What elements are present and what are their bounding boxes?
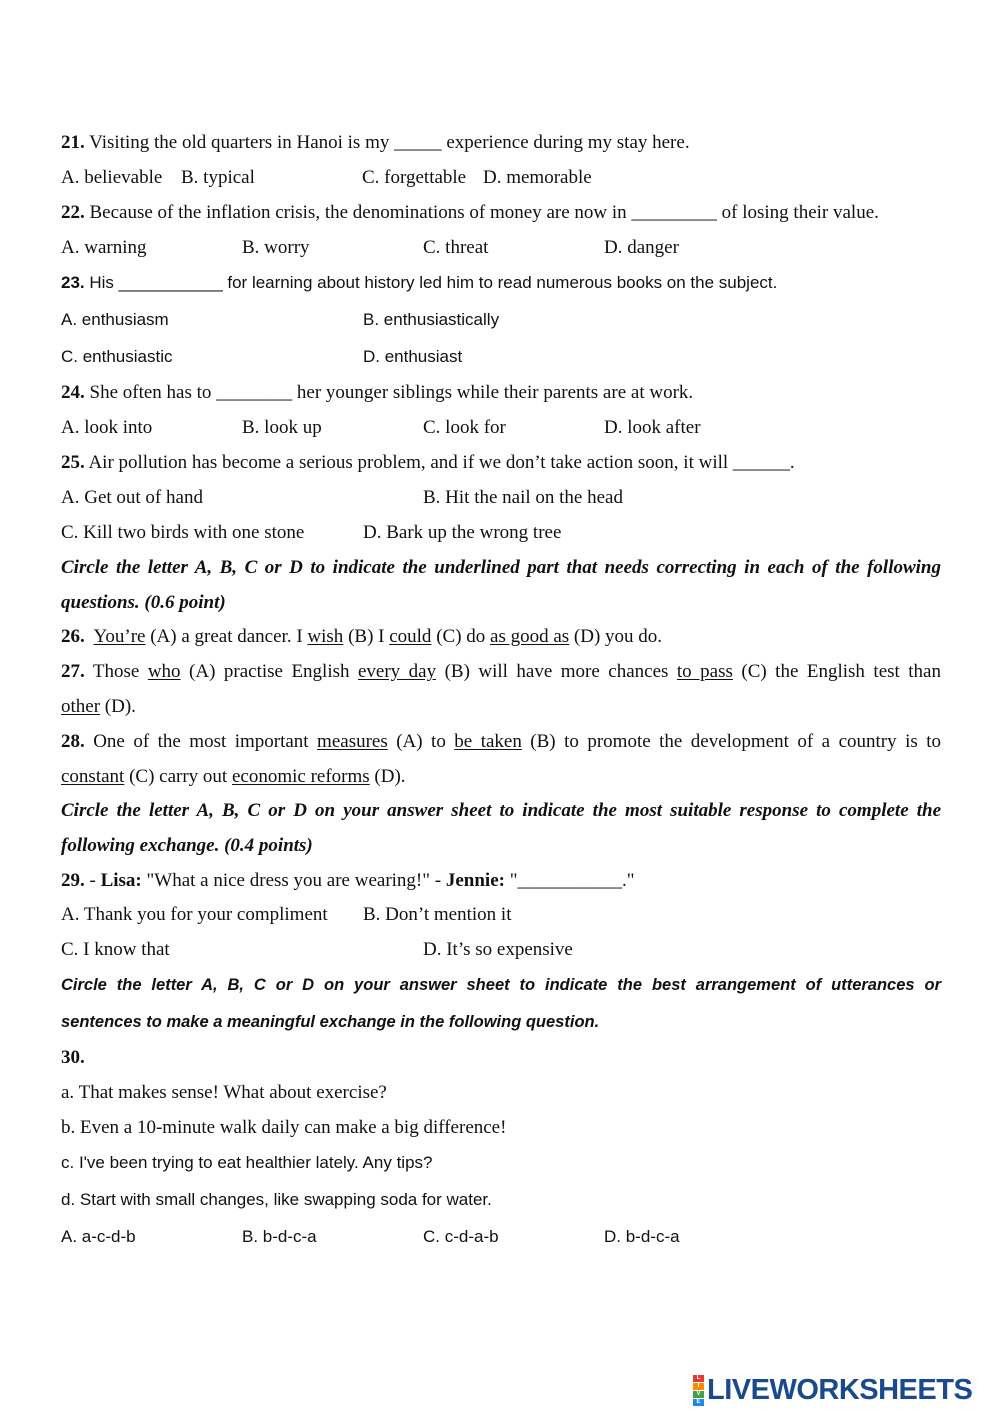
instruction-error-identification: Circle the letter A, B, C or D to indicate the underlined part that needs correcting in each of the following bbox=[61, 557, 941, 578]
question-number: 21. bbox=[61, 132, 85, 153]
option-b[interactable]: B. worry bbox=[242, 237, 310, 258]
speaker-lisa: Lisa: bbox=[100, 870, 142, 891]
question-text: (A) to bbox=[387, 731, 455, 752]
option-d[interactable]: D. Bark up the wrong tree bbox=[363, 522, 562, 543]
utterance-d: d. Start with small changes, like swapping soda for water. bbox=[61, 1190, 492, 1209]
underlined-part-c[interactable]: could bbox=[389, 626, 432, 647]
instruction-response-cont: following exchange. (0.4 points) bbox=[61, 835, 313, 856]
question-text: (C) carry out bbox=[124, 766, 232, 787]
option-b[interactable]: B. Hit the nail on the head bbox=[423, 487, 623, 508]
option-c[interactable]: C. c-d-a-b bbox=[423, 1227, 499, 1246]
question-25 bbox=[61, 451, 941, 475]
question-text: (B) to promote the development of a country is to bbox=[521, 731, 941, 752]
option-b[interactable]: B. b-d-c-a bbox=[242, 1227, 317, 1246]
utterance-c: c. I've been trying to eat healthier lately. Any tips? bbox=[61, 1153, 433, 1172]
question-text: Because of the inflation crisis, the denominations of money are now in _________ of losing their value. bbox=[89, 202, 879, 223]
instruction-arrangement-cont: sentences to make a meaningful exchange in the following question. bbox=[61, 1013, 600, 1031]
option-a[interactable]: A. Get out of hand bbox=[61, 487, 203, 508]
question-text: Those bbox=[84, 661, 148, 682]
question-26 bbox=[61, 625, 941, 649]
option-c[interactable]: C. look for bbox=[423, 417, 506, 438]
underlined-part-b[interactable]: wish bbox=[307, 626, 344, 647]
question-28-cont bbox=[61, 765, 941, 789]
question-text: (A) a great dancer. I bbox=[145, 626, 308, 647]
option-b[interactable]: B. enthusiastically bbox=[363, 310, 500, 329]
question-27 bbox=[61, 660, 941, 684]
question-number: 26. bbox=[61, 626, 85, 647]
option-c[interactable]: C. enthusiastic bbox=[61, 347, 173, 366]
question-text: (C) do bbox=[431, 626, 491, 647]
question-29 bbox=[61, 869, 941, 893]
underlined-part-c[interactable]: constant bbox=[61, 766, 125, 787]
question-text: "___________." bbox=[504, 870, 635, 891]
question-text: (B) will have more chances bbox=[436, 661, 677, 682]
option-b[interactable]: B. Don’t mention it bbox=[363, 904, 512, 925]
underlined-part-a[interactable]: You’re bbox=[93, 626, 146, 647]
question-text: (A) practise English bbox=[180, 661, 358, 682]
option-d[interactable]: D. b-d-c-a bbox=[604, 1227, 680, 1246]
underlined-part-d[interactable]: as good as bbox=[490, 626, 570, 647]
question-21 bbox=[61, 131, 941, 155]
option-d[interactable]: D. look after bbox=[604, 417, 701, 438]
option-a[interactable]: A. believable bbox=[61, 167, 163, 188]
logo-icon-letter: L bbox=[693, 1375, 704, 1382]
question-text: (D). bbox=[100, 696, 136, 717]
underlined-part-b[interactable]: be taken bbox=[454, 731, 522, 752]
underlined-part-c[interactable]: to pass bbox=[676, 661, 733, 682]
question-30 bbox=[61, 1046, 941, 1070]
liveworksheets-logo bbox=[693, 1374, 972, 1406]
instruction-error-identification-cont: questions. (0.6 point) bbox=[61, 592, 226, 613]
instruction-response: Circle the letter A, B, C or D on your answer sheet to indicate the most suitable response to complete the bbox=[61, 800, 941, 821]
underlined-part-b[interactable]: every day bbox=[357, 661, 437, 682]
question-text: Visiting the old quarters in Hanoi is my _____ experience during my stay here. bbox=[89, 132, 690, 153]
question-27-cont bbox=[61, 695, 941, 719]
question-number: 30. bbox=[61, 1047, 85, 1068]
option-c[interactable]: C. Kill two birds with one stone bbox=[61, 522, 305, 543]
option-a[interactable]: A. enthusiasm bbox=[61, 310, 169, 329]
option-c[interactable]: C. threat bbox=[423, 237, 489, 258]
question-28 bbox=[61, 730, 941, 754]
question-text: "What a nice dress you are wearing!" - bbox=[141, 870, 446, 891]
question-number: 29. bbox=[61, 870, 85, 891]
option-d[interactable]: D. It’s so expensive bbox=[423, 939, 573, 960]
option-b[interactable]: B. look up bbox=[242, 417, 322, 438]
question-number: 25. bbox=[61, 452, 85, 473]
question-text: - bbox=[84, 870, 101, 891]
option-c[interactable]: C. forgettable bbox=[362, 167, 467, 188]
underlined-part-a[interactable]: measures bbox=[317, 731, 388, 752]
speaker-jennie: Jennie: bbox=[445, 870, 505, 891]
question-text: (D) you do. bbox=[569, 626, 663, 647]
question-number: 27. bbox=[61, 661, 85, 682]
question-number: 22. bbox=[61, 202, 85, 223]
question-number: 23. bbox=[61, 273, 85, 292]
question-number: 24. bbox=[61, 382, 85, 403]
option-d[interactable]: D. enthusiast bbox=[363, 347, 463, 366]
option-d[interactable]: D. memorable bbox=[483, 167, 592, 188]
option-a[interactable]: A. look into bbox=[61, 417, 153, 438]
option-c[interactable]: C. I know that bbox=[61, 939, 170, 960]
option-a[interactable]: A. Thank you for your compliment bbox=[61, 904, 328, 925]
question-23 bbox=[61, 271, 941, 295]
underlined-part-d[interactable]: economic reforms bbox=[231, 766, 370, 787]
option-a[interactable]: A. a-c-d-b bbox=[61, 1227, 136, 1246]
option-b[interactable]: B. typical bbox=[181, 167, 255, 188]
instruction-arrangement: Circle the letter A, B, C or D on your answer sheet to indicate the best arrangement of utterances or bbox=[61, 976, 941, 994]
utterance-b: b. Even a 10-minute walk daily can make a big difference! bbox=[61, 1117, 507, 1138]
liveworksheets-logo-icon bbox=[693, 1375, 704, 1406]
question-number: 28. bbox=[61, 731, 85, 752]
liveworksheets-logo-text: LIVEWORKSHEETS bbox=[707, 1374, 973, 1406]
logo-icon-letter: V bbox=[693, 1391, 704, 1398]
question-text: Air pollution has become a serious problem, and if we don’t take action soon, it will ______. bbox=[88, 452, 795, 473]
question-24 bbox=[61, 381, 941, 405]
question-text: (B) I bbox=[343, 626, 390, 647]
underlined-part-a[interactable]: who bbox=[147, 661, 181, 682]
question-text: (D). bbox=[369, 766, 406, 787]
option-a[interactable]: A. warning bbox=[61, 237, 147, 258]
question-text: (C) the English test than bbox=[732, 661, 941, 682]
underlined-part-d[interactable]: other bbox=[61, 696, 101, 717]
option-d[interactable]: D. danger bbox=[604, 237, 679, 258]
question-text: One of the most important bbox=[84, 731, 318, 752]
question-22 bbox=[61, 201, 941, 225]
utterance-a: a. That makes sense! What about exercise? bbox=[61, 1082, 387, 1103]
question-text: She often has to ________ her younger siblings while their parents are at work. bbox=[89, 382, 694, 403]
logo-icon-letter: I bbox=[693, 1383, 704, 1390]
question-text: His ___________ for learning about history led him to read numerous books on the subject. bbox=[89, 273, 778, 292]
logo-icon-letter: E bbox=[693, 1399, 704, 1406]
